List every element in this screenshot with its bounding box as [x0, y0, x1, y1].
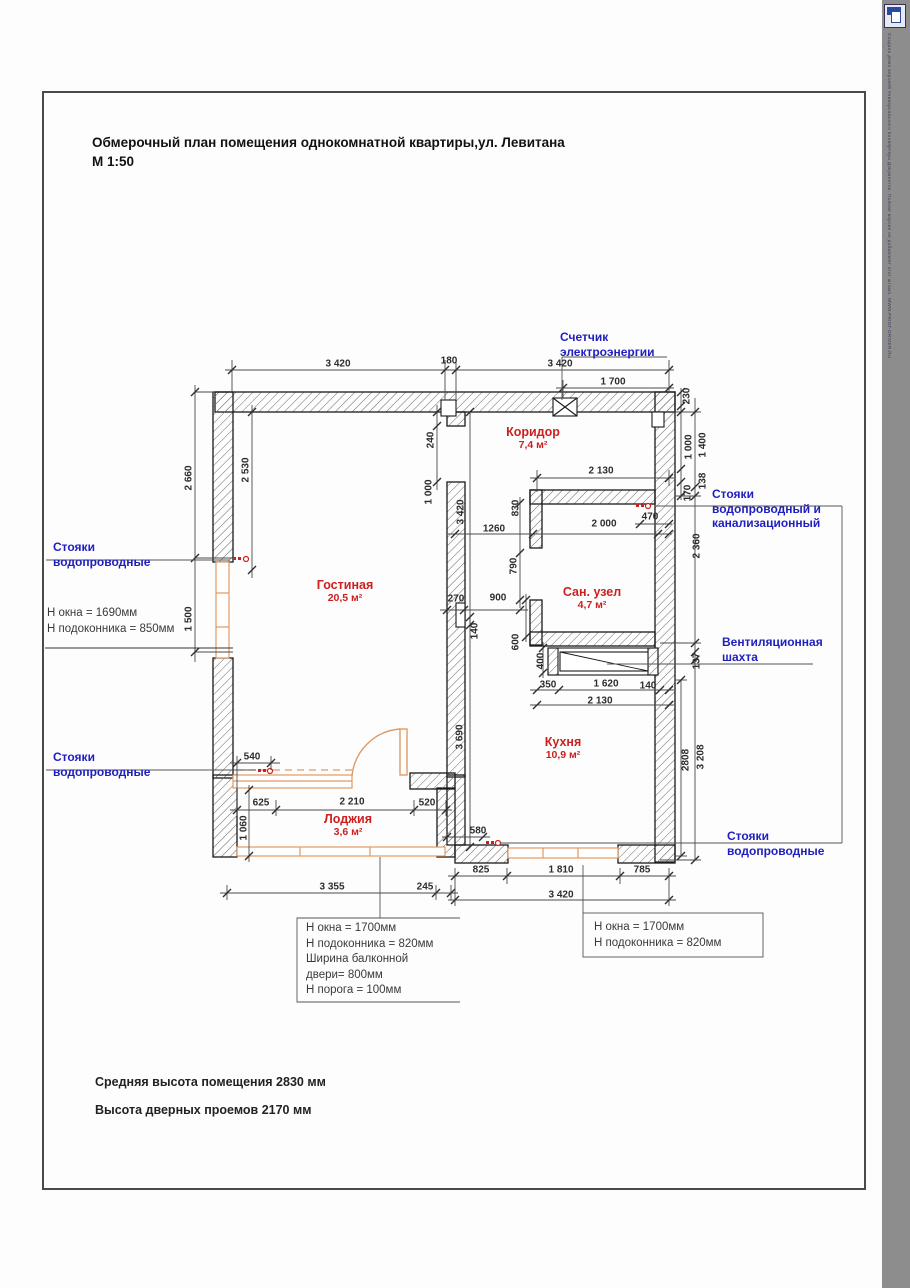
dimension-label: 180 [440, 355, 458, 367]
dimension-label: 138 [697, 472, 709, 490]
window-note [594, 920, 721, 951]
dimension-label: 1 400 [697, 432, 709, 458]
room-area: 7,4 м² [518, 439, 548, 451]
dimension-label: 230 [681, 387, 693, 405]
room-area: 10,9 м² [545, 749, 581, 761]
dimension-label: 245 [416, 881, 434, 893]
page-title-line1: Обмерочный план помещения однокомнатной квартиры,ул. Левитана [92, 135, 565, 150]
dimension-label: 1 000 [683, 434, 695, 460]
room-area: 4,7 м² [577, 599, 607, 611]
window-note [47, 606, 174, 637]
utility-annotation [722, 635, 823, 664]
dimension-label: 1 810 [548, 864, 574, 876]
dimension-label: 2 130 [587, 695, 613, 707]
annotation-line: водопроводные [53, 554, 151, 569]
dimension-label: 830 [510, 499, 522, 517]
dimension-label: 785 [633, 864, 651, 876]
annotation-line: водопроводные [727, 843, 825, 858]
watermark-text [886, 33, 893, 393]
dimension-label: 790 [508, 557, 520, 575]
dimension-label: 240 [425, 431, 437, 449]
watermark-line1: Создано демо версией Универсального Конвертера Документов. Полная версия не добавляет этот штамп. [887, 33, 892, 297]
annotation-line: Вентиляционная [722, 635, 823, 649]
note-door-height: Высота дверных проемов 2170 мм [95, 1103, 312, 1117]
note-line: Ширина балконной [306, 953, 409, 965]
utility-annotation [712, 487, 821, 531]
dimension-label: 540 [243, 751, 261, 763]
room-name: Гостиная [316, 578, 374, 592]
note-line: Н подоконника = 850мм [47, 622, 175, 635]
annotation-line: водопроводный и [712, 501, 821, 516]
dimension-label: 140 [639, 680, 657, 692]
dimension-label: 2808 [680, 748, 692, 772]
utility-annotation [53, 540, 150, 569]
utility-annotation [727, 829, 824, 858]
utility-annotation [560, 330, 654, 359]
dimension-label: 400 [535, 652, 547, 670]
dimension-label: 3 420 [548, 889, 574, 901]
converter-logo-icon [884, 4, 906, 28]
note-line: Н порога = 100мм [306, 984, 402, 996]
note-line: Н окна = 1690мм [47, 607, 138, 619]
dimension-label: 825 [472, 864, 490, 876]
dimension-label: 3 355 [319, 881, 345, 893]
room-label [563, 585, 621, 611]
annotation-line: Стояки [53, 540, 95, 554]
room-name: Лоджия [323, 812, 373, 826]
dimension-label: 137 [691, 652, 703, 670]
annotation-line: шахта [722, 649, 758, 664]
dimension-label: 470 [641, 511, 659, 523]
note-room-height: Средняя высота помещения 2830 мм [95, 1075, 326, 1089]
note-line: двери= 800мм [306, 968, 383, 981]
dimension-label: 520 [418, 797, 436, 809]
note-line: Н подоконника = 820мм [306, 937, 434, 950]
dimension-label: 350 [539, 679, 557, 691]
dimension-label: 1 620 [593, 678, 619, 690]
dimension-label: 600 [510, 633, 522, 651]
annotation-line: водопроводные [53, 764, 151, 779]
dimension-label: 1 060 [238, 815, 250, 841]
room-name: Кухня [544, 735, 582, 749]
room-label [317, 578, 374, 604]
annotation-line: Счетчик [560, 330, 609, 344]
utility-annotation [53, 750, 150, 779]
note-line: Н окна = 1700мм [594, 921, 685, 933]
annotation-line: Стояки [712, 487, 754, 501]
dimension-label: 580 [469, 825, 487, 837]
annotation-line: Стояки [727, 829, 769, 843]
dimension-label: 270 [447, 593, 465, 605]
dimension-label: 3 420 [325, 358, 351, 370]
dimension-label: 2 530 [240, 457, 252, 483]
window-note [306, 921, 433, 999]
dimension-label: 1260 [482, 523, 506, 535]
annotation-line: канализационный [712, 516, 821, 530]
note-line: Н подоконника = 820мм [594, 936, 722, 949]
page-title-line2: М 1:50 [92, 154, 135, 169]
room-area: 20,5 м² [327, 592, 363, 604]
dimension-label: 170 [682, 484, 694, 502]
dimension-label: 2 000 [591, 518, 617, 530]
room-name: Коридор [506, 425, 560, 439]
dimension-label: 2 360 [691, 533, 703, 559]
annotation-line: Стояки [53, 750, 95, 764]
dimension-label: 140 [469, 622, 481, 640]
page-title [92, 133, 565, 171]
watermark-line2: WWW.PRINT-DRIVER.RU [887, 297, 892, 359]
dimension-label: 3 420 [455, 499, 467, 525]
room-name: Сан. узел [562, 585, 622, 599]
dimension-label: 3 420 [547, 358, 573, 370]
room-label [506, 425, 560, 451]
dimension-label: 3 208 [695, 744, 707, 770]
dimension-label: 3 690 [454, 724, 466, 750]
note-line: Н окна = 1700мм [306, 922, 397, 934]
dimension-label: 1 500 [183, 606, 195, 632]
dimension-label: 1 700 [600, 376, 626, 388]
annotation-line: электроэнергии [560, 344, 655, 359]
dimension-label: 1 000 [423, 479, 435, 505]
room-label [324, 812, 372, 838]
dimension-label: 2 130 [588, 465, 614, 477]
dimension-label: 625 [252, 797, 270, 809]
room-label [545, 735, 582, 761]
dimension-label: 2 210 [339, 796, 365, 808]
room-area: 3,6 м² [333, 826, 363, 838]
dimension-label: 2 660 [183, 465, 195, 491]
dimension-label: 900 [489, 592, 507, 604]
